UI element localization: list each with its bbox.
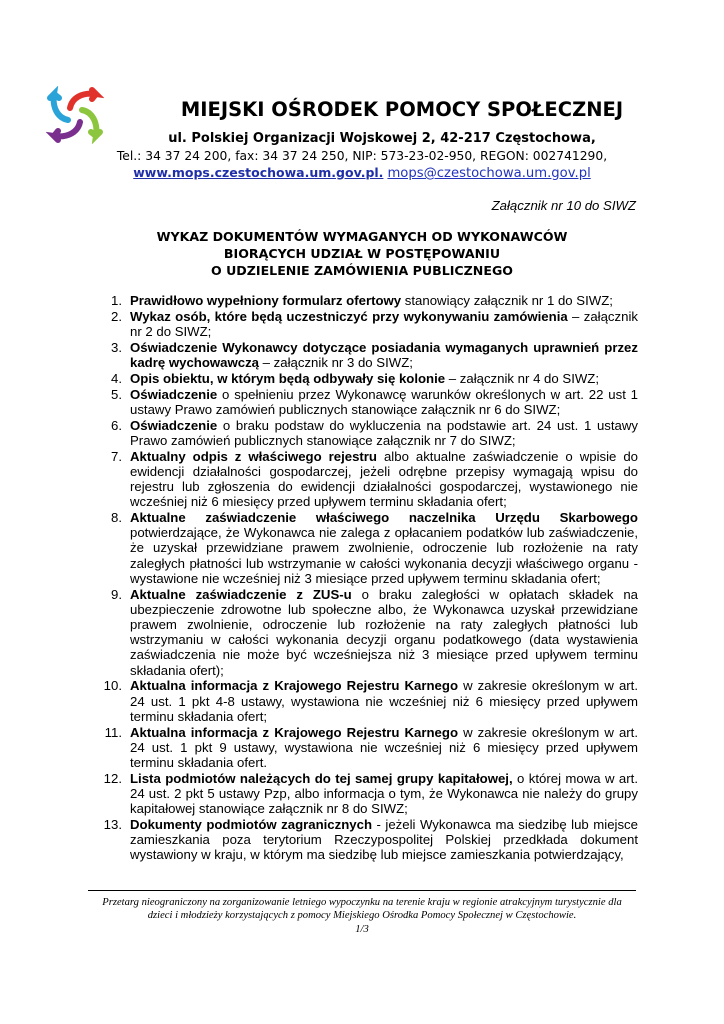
item-number: 8. bbox=[111, 510, 122, 525]
title-line: O UDZIELENIE ZAMÓWIENIA PUBLICZNEGO bbox=[210, 263, 513, 278]
title-line: BIORĄCYCH UDZIAŁ W POSTĘPOWANIU bbox=[223, 246, 501, 261]
item-number: 5. bbox=[111, 386, 122, 402]
list-item bbox=[96, 418, 638, 448]
item-title: Aktualny odpis z właściwego rejestru bbox=[130, 448, 377, 464]
item-title: Aktualna informacja z Krajowego Rejestru Karnego bbox=[130, 678, 459, 694]
list-item bbox=[96, 387, 638, 417]
item-title: Oświadczenie bbox=[130, 417, 218, 433]
list-item bbox=[96, 817, 638, 863]
list-item bbox=[96, 678, 638, 724]
item-text: w zakresie określonym w art. 24 ust. 1 pkt 9 ustawy, wystawiona nie wcześniej niż 6 miesięcy przed upływem terminu składania ofert. bbox=[130, 724, 638, 771]
footer-divider bbox=[88, 890, 636, 891]
organization-name: MIEJSKI OŚRODEK POMOCY SPOŁECZNEJ bbox=[180, 98, 624, 121]
item-title: Aktualne zaświadczenie właściwego naczelnika Urzędu Skarbowego bbox=[130, 510, 638, 525]
item-title: Prawidłowo wypełniony formularz ofertowy bbox=[130, 293, 402, 308]
item-title: Oświadczenie Wykonawcy dotyczące posiadania wymaganych uprawnień przez kadrę wychowawczą bbox=[130, 339, 638, 370]
list-item bbox=[96, 587, 638, 678]
item-title: Opis obiektu, w którym będą odbywały się kolonie bbox=[130, 370, 446, 386]
item-title: Aktualne zaświadczenie z ZUS-u bbox=[130, 586, 352, 602]
list-item bbox=[96, 293, 638, 308]
document-title bbox=[0, 228, 724, 279]
item-number: 13. bbox=[103, 817, 122, 833]
item-text: o której mowa w art. 24 ust. 2 pkt 5 ustawy Pzp, albo informacja o tym, że Wykonawca nie należy do grupy kapitałowej stanowiące załącznik nr 8 do SIWZ; bbox=[130, 770, 638, 817]
organization-contact: Tel.: 34 37 24 200, fax: 34 37 24 250, NIP: 573-23-02-950, REGON: 002741290, bbox=[116, 149, 608, 163]
list-item bbox=[96, 510, 638, 586]
list-item bbox=[96, 309, 638, 339]
list-item bbox=[96, 371, 638, 386]
item-number: 11. bbox=[104, 724, 122, 740]
item-number: 10. bbox=[103, 678, 122, 694]
item-text: o braku podstaw do wykluczenia na podstawie art. 24 ust. 1 ustawy Prawo zamówień publicznych stanowiące załącznik nr 7 do SIWZ; bbox=[130, 417, 638, 448]
item-text: o spełnieniu przez Wykonawcę warunków określonych w art. 22 ust 1 ustawy Prawo zamówień publicznych stanowiące załącznik nr 6 do SIWZ; bbox=[130, 386, 638, 417]
list-item bbox=[96, 725, 638, 771]
list-item bbox=[96, 771, 638, 817]
item-number: 12. bbox=[103, 770, 122, 786]
item-number: 7. bbox=[111, 448, 122, 464]
organization-address: ul. Polskiej Organizacji Wojskowej 2, 42-217 Częstochowa, bbox=[168, 131, 596, 146]
item-text: albo aktualne zaświadczenie o wpisie do ewidencji działalności gospodarczej, jeżeli odrębne przepisy wymagają wpisu do rejestru lub zgłoszenia do ewidencji działalności gospodarczej, wystawionego nie wcześniej niż 6 miesięcy przed upływem terminu składania ofert; bbox=[130, 448, 639, 510]
item-text: stanowiący załącznik nr 1 do SIWZ; bbox=[401, 293, 613, 308]
item-text: – załącznik nr 4 do SIWZ; bbox=[445, 370, 600, 386]
item-number: 3. bbox=[111, 339, 122, 355]
item-number: 4. bbox=[111, 370, 122, 386]
list-item bbox=[96, 340, 638, 370]
website-link[interactable]: www.mops.czestochowa.um.gov.pl. bbox=[133, 165, 384, 180]
footer-line: dzieci i młodzieży korzystających z pomocy Miejskiego Ośrodka Pomocy Społecznej w Częstochowie. bbox=[147, 910, 577, 922]
annex-label: Załącznik nr 10 do SIWZ bbox=[491, 198, 636, 213]
item-title: Wykaz osób, które będą uczestniczyć przy wykonywaniu zamówienia bbox=[130, 308, 568, 324]
item-number: 1. bbox=[111, 293, 122, 308]
item-title: Lista podmiotów należących do tej samej grupy kapitałowej, bbox=[130, 770, 513, 786]
item-text: potwierdzające, że Wykonawca nie zalega z opłacaniem podatków lub zaświadczenie, że uzyskał przewidziane prawem zwolnienie, odroczenie lub rozłożenie na raty zaległych płatności lub wstrzymanie w całości wykonania decyzji właściwego organu - wystawione nie wcześniej niż 3 miesiące przed upływem terminu składania ofert; bbox=[130, 525, 638, 586]
item-number: 9. bbox=[111, 586, 122, 602]
item-title: Oświadczenie bbox=[130, 386, 218, 402]
item-number: 2. bbox=[111, 308, 122, 324]
item-title: Dokumenty podmiotów zagranicznych bbox=[130, 817, 373, 833]
page-number: 1/3 bbox=[355, 923, 369, 935]
item-title: Aktualna informacja z Krajowego Rejestru Karnego bbox=[130, 724, 459, 740]
item-text: – załącznik nr 3 do SIWZ; bbox=[259, 355, 413, 370]
item-number: 6. bbox=[111, 417, 122, 433]
item-text: – załącznik nr 2 do SIWZ; bbox=[130, 308, 638, 339]
item-text: w zakresie określonym w art. 24 ust. 1 pkt 4-8 ustawy, wystawiona nie wcześniej niż 6 miesięcy przed upływem terminu składania ofert; bbox=[130, 678, 638, 724]
footer-line: Przetarg nieograniczony na zorganizowanie letniego wypoczynku na terenie kraju w regionie atrakcyjnym turystycznie dla bbox=[102, 897, 622, 908]
email-link[interactable]: mops@czestochowa.um.gov.pl bbox=[387, 166, 591, 181]
title-line: WYKAZ DOKUMENTÓW WYMAGANYCH OD WYKONAWCÓW bbox=[156, 229, 568, 244]
organization-web bbox=[0, 165, 724, 181]
page-footer bbox=[88, 896, 636, 936]
list-item bbox=[96, 449, 638, 510]
documents-list bbox=[96, 293, 638, 863]
item-text: o braku zaległości w opłatach składek na ubezpieczenie zdrowotne lub społeczne albo, że Wykonawca uzyskał przewidziane prawem zwolnienie, odroczenie lub rozłożenie na raty zaległych płatności lub wstrzymaniu w całości wykonania decyzji organu podatkowego (data wystawienia zaświadczenia nie może być wcześniejsza niż 3 miesiące przed upływem terminu składania ofert); bbox=[130, 586, 638, 678]
item-text: - jeżeli Wykonawca ma siedzibę lub miejsce zamieszkania poza terytorium Rzeczypospolitej Polskiej przedkłada dokument wystawiony w kraju, w którym ma siedzibę lub miejsce zamieszkania potwierdzający, bbox=[130, 817, 638, 863]
